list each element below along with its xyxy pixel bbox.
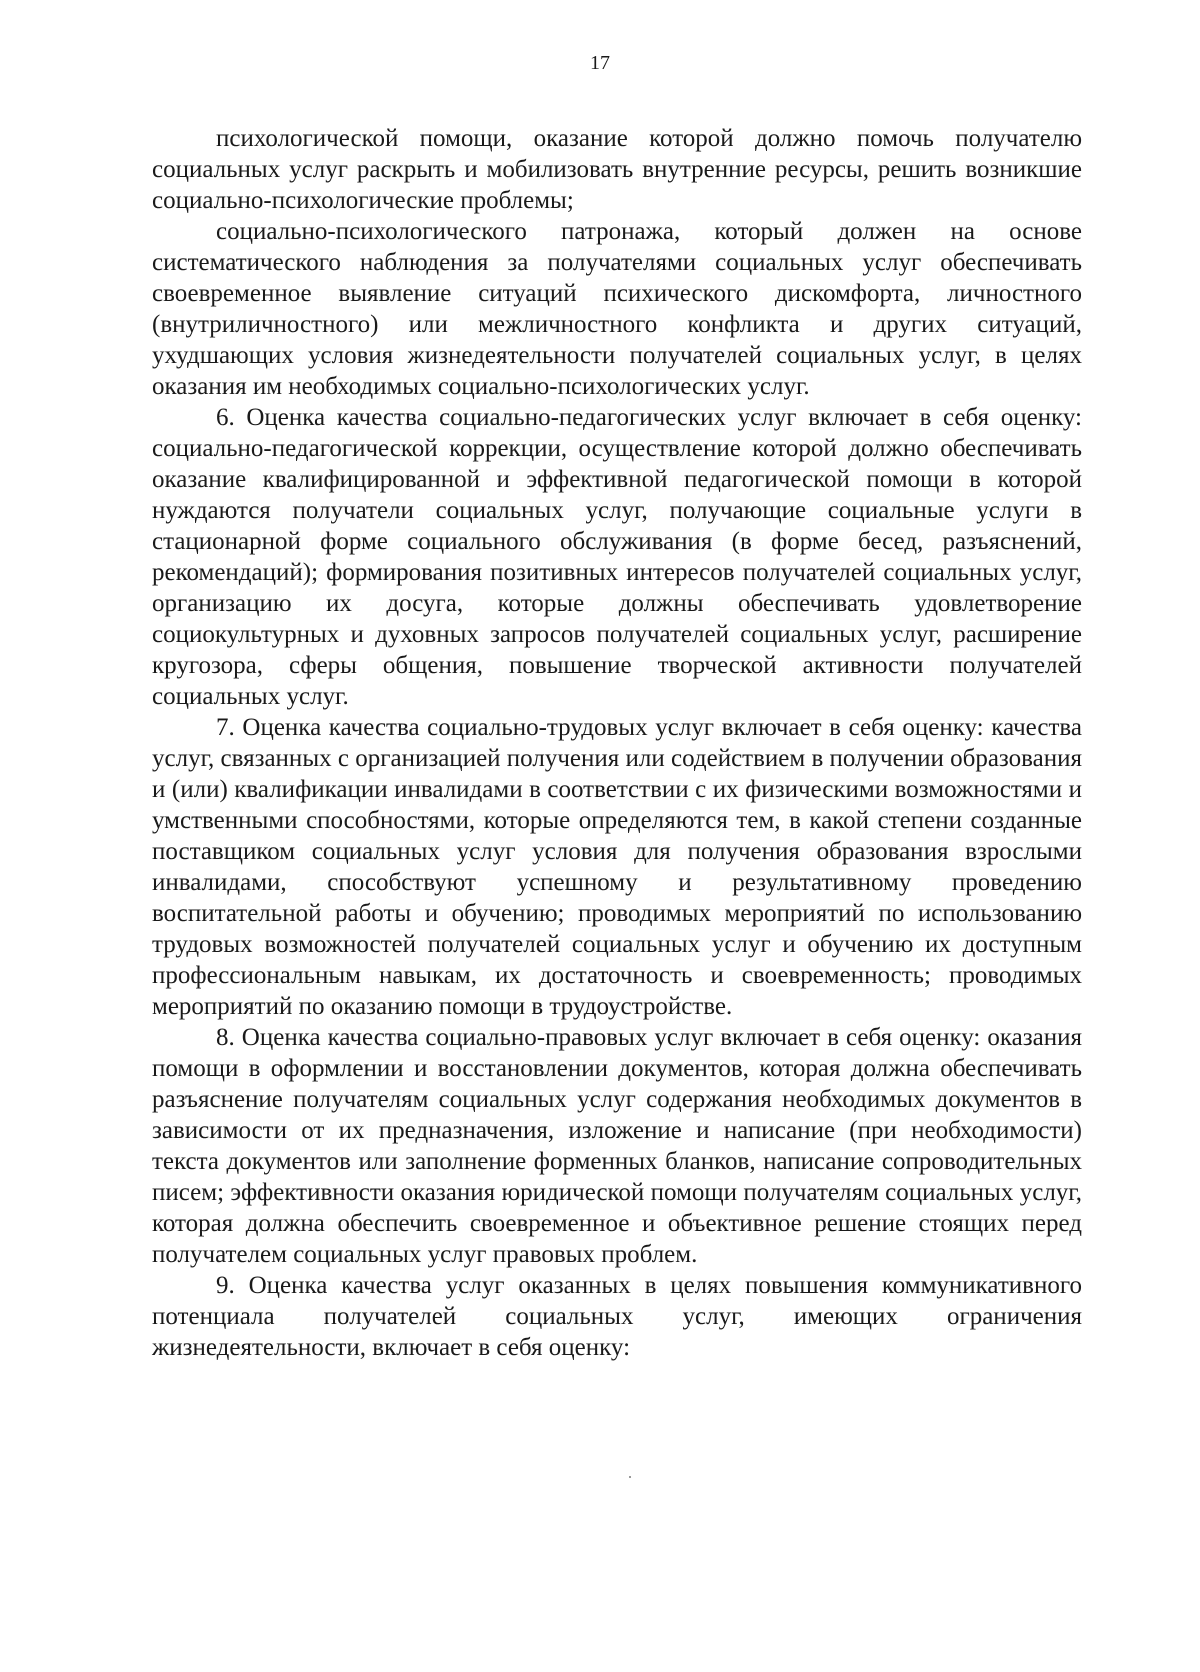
paragraph-item-8: 8. Оценка качества социально-правовых услуг включает в себя оценку: оказания помощи в оформлении и восстановлении документов, которая должна обеспечивать разъяснение получателям социальных услуг содержания необходимых документов в зависимости от их предназначения, изложение и написание (при необходимости) текста документов или заполнение форменных бланков, написание сопроводительных писем; эффективности оказания юридической помощи получателям социальных услуг, которая должна обеспечить своевременное и объективное решение стоящих перед получателем социальных услуг правовых проблем. (152, 1024, 1082, 1268)
scan-artifact (629, 1476, 631, 1478)
paragraph-psychological-patronage: социально-психологического патронажа, который должен на основе систематического наблюдения за получателями социальных услуг обеспечивать своевременное выявление ситуаций психического дискомфорта, личностного (внутриличностного) или межличностного конфликта и других ситуаций, ухудшающих условия жизнедеятельности получателей социальных услуг, в целях оказания им необходимых социально-психологических услуг. (152, 218, 1082, 400)
paragraph-item-9: 9. Оценка качества услуг оказанных в целях повышения коммуникативного потенциала получателей социальных услуг, имеющих ограничения жизнедеятельности, включает в себя оценку: (152, 1272, 1082, 1361)
document-body (152, 123, 1082, 1363)
paragraph-item-7: 7. Оценка качества социально-трудовых услуг включает в себя оценку: качества услуг, связанных с организацией получения или содействием в получении образования и (или) квалификации инвалидами в соответствии с их физическими возможностями и умственными способностями, которые определяются тем, в какой степени созданные поставщиком социальных услуг условия для получения образования взрослыми инвалидами, способствуют успешному и результативному проведению воспитательной работы и обучению; проводимых мероприятий по использованию трудовых возможностей получателей социальных услуг и обучению их доступным профессиональным навыкам, их достаточность и своевременность; проводимых мероприятий по оказанию помощи в трудоустройстве. (152, 714, 1082, 1020)
paragraph-psychological-help: психологической помощи, оказание которой должно помочь получателю социальных услуг раскрыть и мобилизовать внутренние ресурсы, решить возникшие социально-психологические проблемы; (152, 125, 1082, 214)
paragraph-item-6: 6. Оценка качества социально-педагогических услуг включает в себя оценку: социально-педагогической коррекции, осуществление которой должно обеспечивать оказание квалифицированной и эффективной педагогической помощи в которой нуждаются получатели социальных услуг, получающие социальные услуги в стационарной форме социального обслуживания (в форме бесед, разъяснений, рекомендаций); формирования позитивных интересов получателей социальных услуг, организацию их досуга, которые должны обеспечивать удовлетворение социокультурных и духовных запросов получателей социальных услуг, расширение кругозора, сферы общения, повышение творческой активности получателей социальных услуг. (152, 404, 1082, 710)
page-number: 17 (590, 52, 610, 74)
